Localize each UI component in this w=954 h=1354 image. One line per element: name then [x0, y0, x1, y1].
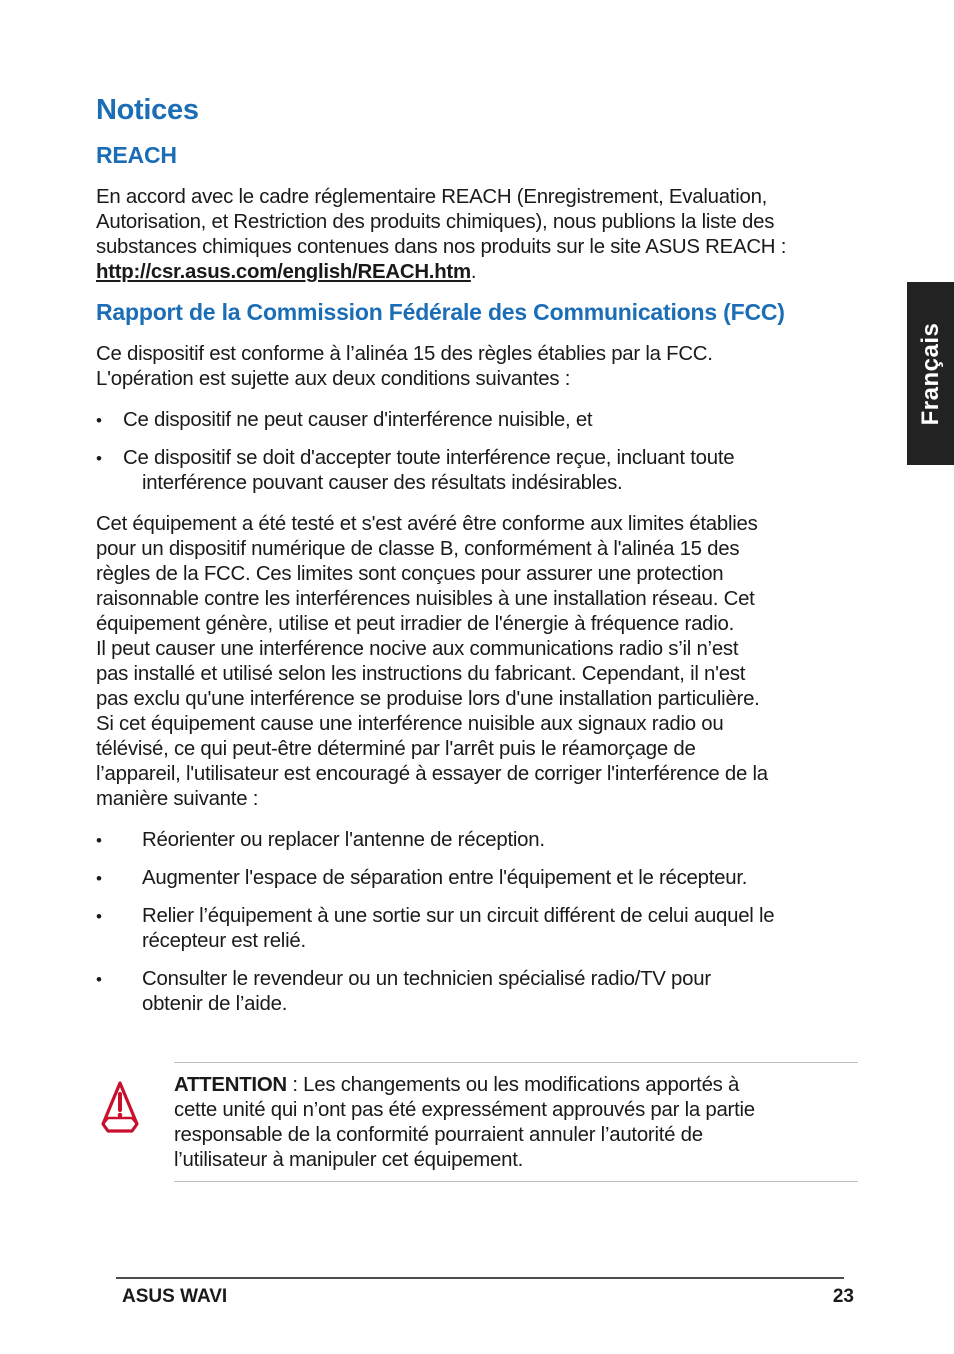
- reach-heading: REACH: [96, 142, 177, 168]
- reach-link[interactable]: http://csr.asus.com/english/REACH.htm: [96, 261, 471, 283]
- measure-item: [96, 828, 864, 853]
- fcc-intro-line: Ce dispositif est conforme à l’alinéa 15 des règles établies par la FCC.: [96, 343, 713, 365]
- fcc-intro: [96, 342, 864, 392]
- page-number: 23: [832, 1286, 854, 1307]
- fcc-body-line: raisonnable contre les interférences nuisibles à une installation réseau. Cet: [96, 588, 755, 610]
- fcc-intro-line: L'opération est sujette aux deux conditions suivantes :: [96, 368, 571, 390]
- measure-text: Réorienter ou replacer l'antenne de réception.: [142, 829, 545, 851]
- condition-item: [96, 446, 864, 496]
- reach-line: substances chimiques contenues dans nos produits sur le site ASUS REACH :: [96, 236, 787, 258]
- bullet-glyph: •: [96, 449, 102, 468]
- attention-text: : Les changements ou les modifications apportés à: [286, 1074, 740, 1096]
- measure-item: [96, 967, 864, 1017]
- fcc-body-line: pas exclu qu'une interférence se produise lors d'une installation particulière.: [96, 688, 760, 710]
- measure-item: [96, 866, 864, 891]
- attention-note: [174, 1073, 856, 1173]
- fcc-body-line: télévisé, ce qui peut-être déterminé par l'arrêt puis le réamorçage de: [96, 738, 696, 760]
- fcc-body-line: manière suivante :: [96, 788, 259, 810]
- measure-text-cont: récepteur est relié.: [142, 930, 306, 952]
- fcc-body-line: pas installé et utilisé selon les instructions du fabricant. Cependant, il n'est: [96, 663, 746, 685]
- attention-first-line: [174, 1073, 856, 1098]
- condition-text: Ce dispositif se doit d'accepter toute interférence reçue, incluant toute: [123, 447, 735, 469]
- measure-text-cont: obtenir de l’aide.: [142, 993, 288, 1015]
- reach-paragraph: [96, 185, 864, 285]
- reach-line: Autorisation, et Restriction des produits chimiques), nous publions la liste des: [96, 211, 775, 233]
- fcc-heading: Rapport de la Commission Fédérale des Communications (FCC): [96, 299, 785, 325]
- fcc-body: [96, 512, 864, 812]
- fcc-body-line: équipement génère, utilise et peut irradier de l'énergie à fréquence radio.: [96, 613, 735, 635]
- fcc-body-line: Si cet équipement cause une interférence nuisible aux signaux radio ou: [96, 713, 724, 735]
- bullet-glyph: •: [96, 970, 102, 989]
- fcc-body-line: règles de la FCC. Ces limites sont conçues pour assurer une protection: [96, 563, 724, 585]
- condition-text-cont: interférence pouvant causer des résultats indésirables.: [142, 472, 623, 494]
- fcc-body-line: l’appareil, l'utilisateur est encouragé à essayer de corriger l'interférence de la: [96, 763, 768, 785]
- measure-item: [96, 904, 864, 954]
- condition-text: Ce dispositif ne peut causer d'interférence nuisible, et: [123, 409, 593, 431]
- attention-bottom-rule: [174, 1181, 858, 1182]
- bullet-glyph: •: [96, 907, 102, 926]
- bullet-glyph: •: [96, 411, 102, 430]
- condition-item: [96, 408, 864, 433]
- page-title: Notices: [96, 94, 199, 126]
- measure-text: Augmenter l'espace de séparation entre l'équipement et le récepteur.: [142, 867, 748, 889]
- reach-link-suffix: .: [470, 261, 477, 283]
- bullet-glyph: •: [96, 869, 102, 888]
- attention-line: l’utilisateur à manipuler cet équipement.: [174, 1149, 524, 1171]
- fcc-body-line: Cet équipement a été testé et s'est avéré être conforme aux limites établies: [96, 513, 758, 535]
- footer-product: ASUS WAVI: [122, 1286, 228, 1307]
- attention-line: cette unité qui n’ont pas été expressément approuvés par la partie: [174, 1099, 755, 1121]
- measure-text: Consulter le revendeur ou un technicien spécialisé radio/TV pour: [142, 968, 711, 990]
- reach-link-line: [96, 260, 864, 285]
- attention-top-rule: [174, 1062, 858, 1063]
- language-side-tab: [907, 282, 954, 465]
- attention-line: responsable de la conformité pourraient annuler l’autorité de: [174, 1124, 703, 1146]
- fcc-body-line: pour un dispositif numérique de classe B, conformément à l'alinéa 15 des: [96, 538, 740, 560]
- reach-line: En accord avec le cadre réglementaire REACH (Enregistrement, Evaluation,: [96, 186, 768, 208]
- bullet-glyph: •: [96, 831, 102, 850]
- fcc-body-line: Il peut causer une interférence nocive aux communications radio s’il n’est: [96, 638, 739, 660]
- measure-text: Relier l’équipement à une sortie sur un circuit différent de celui auquel le: [142, 905, 775, 927]
- attention-label: ATTENTION: [174, 1074, 287, 1096]
- language-label: Français: [916, 322, 944, 425]
- warning-icon: [97, 1080, 143, 1134]
- footer-rule: [116, 1277, 844, 1279]
